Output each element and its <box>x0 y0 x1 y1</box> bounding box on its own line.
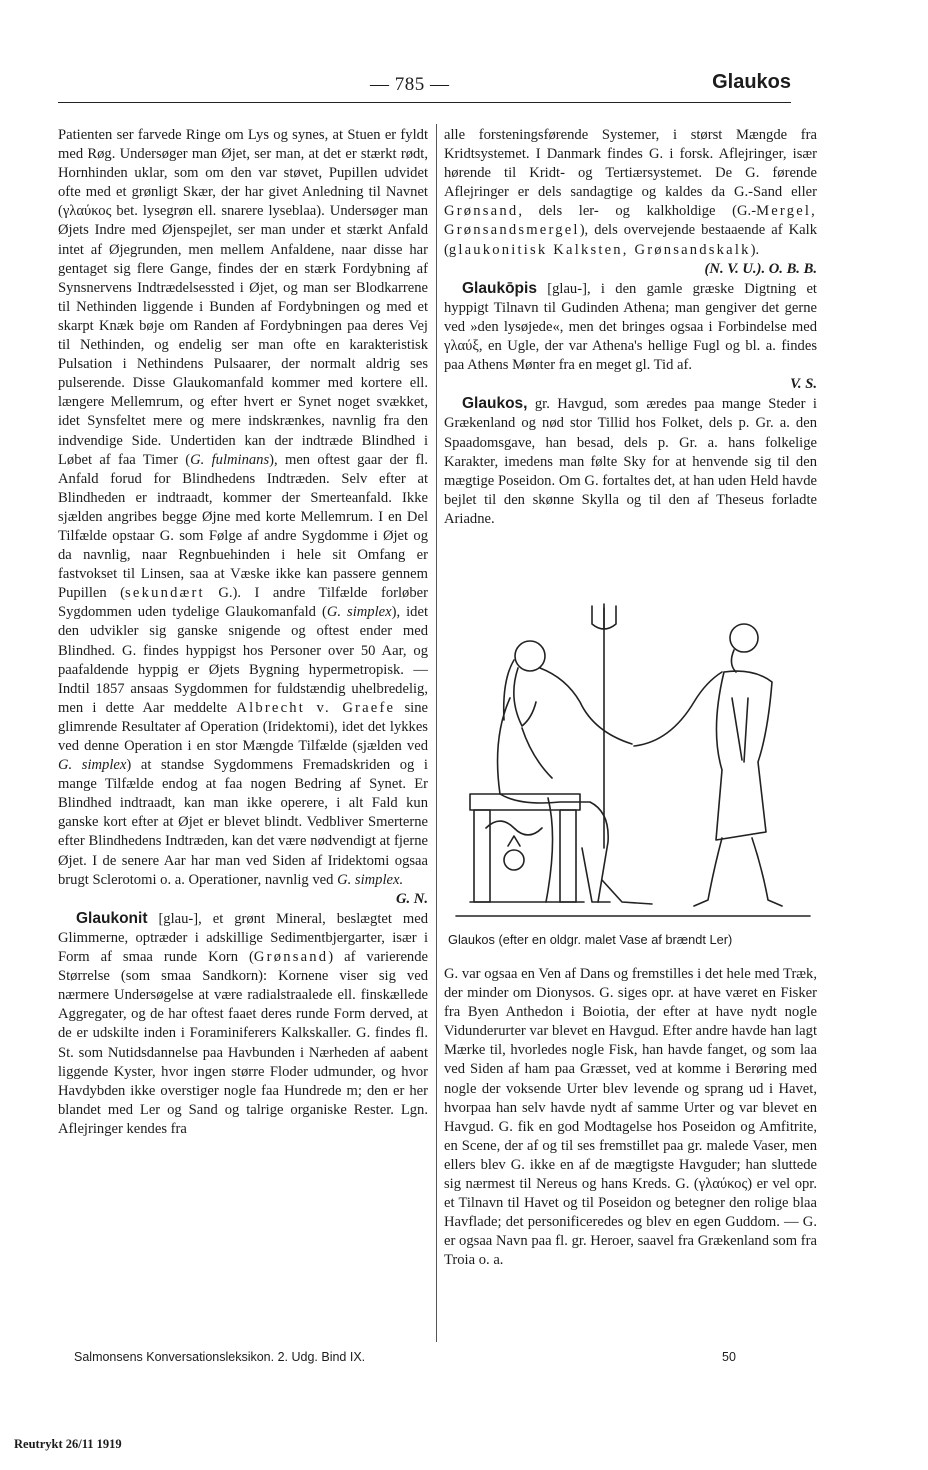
text-run: sine glimrende Resultater af Operation (Iridektomi), idet det lykkes ved denne Operation i en stor Mængde Tilfælde (sjælden ved <box>58 699 428 754</box>
text-run: ) af varierende Størrelse (som smaa Sandkorn): Kornene viser sig ved nærmere Undersøgelse at være radialstraalede ell. finskællede Aggregater, og de har oftest faaet deres runde Form derved, at de er udskilte inden i Foraminiferers Kalkskaller. G. findes fl. St. som Nutidsdannelse paa Havbunden i Nærheden af aabent liggende Kyster, hvor ingen større Floder udmunder, og hvor Havdybden ikke overstiger nogle faa Hundrede m; den er her blandet med Ler og Sand og talrige organiske Rester. Lgn. Aflejringer kendes fra <box>58 949 428 1137</box>
right-column-top <box>444 126 817 529</box>
headword: Glaukonit <box>76 909 148 927</box>
guide-word: Glaukos <box>712 71 791 93</box>
glaukonit-continuation <box>444 126 817 260</box>
glaukom-article-continuation <box>58 126 428 890</box>
text-run: ), men oftest gaar der fl. Anfald forud for Blindhedens Indtræden. Selv efter at Blindheden er indtraadt, kommer der Smerteanfald. Ikke sjælden angribes begge Øjne med korte Mellemrum. I en Del Tilfælde opstaar G. som Følge af andre Sygdomme i Øjet og da navnlig, naar Regnbuehinden i hele sit Omfang er fastvokset til Linsen, saa at Væske ikke kan passere gennem Pupillen ( <box>58 451 429 602</box>
spaced-term: sekundært <box>125 585 205 602</box>
text-run: G.). I andre Tilfælde forløber Sygdommen uden tydelige Glaukomanfald ( <box>58 585 428 621</box>
right-column-bottom <box>444 965 817 1271</box>
text-run: ), idet den udvikler sig ganske snigende og oftest ender med Blindhed. G. findes hyppigst hos Personer over 50 Aar, og paafaldende hyppig er Øjets Bygning hypermetropisk. — Indtil 1857 ansaas Sygdommen for fuldstændig uhelbredelig, men i dette Aar meddelte <box>58 604 429 716</box>
author-signature: G. N. <box>395 890 428 907</box>
trident-icon <box>592 604 616 848</box>
text-run: gr. Havgud, som æredes paa mange Steder i Grækenland og nød stor Tillid hos Folket, dels p. Gr. a. den Spaadomsgave, han besad, dels p. Gr. a. hans folkelige Karakter, imedens man følte Sky for at henvende sig til den mægtige Poseidon. Om G. fortaltes det, at han uden Held havde bejlet til den skønne Skylla og til den af Theseus forladte Ariadne. <box>444 396 817 527</box>
italic-term: G. simplex. <box>337 871 404 888</box>
header-rule <box>58 102 791 103</box>
reprint-note: Reutrykt 26/11 1919 <box>14 1437 122 1451</box>
glaukos-article <box>444 394 817 529</box>
glaukos-article-continuation: G. var ogsaa en Ven af Dans og fremstilles i det hele med Træk, der minder om Dionysos. G. siges opr. at have været en Fisker fra Byen Anthedon i Boiotia, der efter at have nydt nogle Vidunderurter var blevet en Havgud. Efter andre havde han lagt Mærke til, hvorledes nogle Fisk, han havde fanget, og som laa ved Siden af ham paa Græsset, ved at komme i Berøring med nogle der voksende Urter blev levende og sprang ud i Havet, hvorpaa han selv havde nydt af samme Urter og var blevet en Havgud. G. fik en god Modtagelse hos Poseidon og Amfitrite, en Scene, der af og til ses fremstillet paa gr. malede Vaser, men ellers blev G. ikke en af de mægtigste Havguder; han sluttede sig nærmest til Nereus og hans Kreds. G. (γλαύκος) er vel opr. et Tilnavn til Havet og til Poseidon og betegner den rolige blaa Havflade; det personificeredes og blev en egen Guddom. — G. er ogsaa Navn paa fl. gr. Heroer, saavel fra Grækenland som fra Troia o. a. <box>444 966 817 1269</box>
illustration-caption: Glaukos (efter en oldgr. malet Vase af brændt Ler) <box>448 932 733 947</box>
sheet-number: 50 <box>722 1350 736 1364</box>
headword: Glaukōpis <box>462 279 537 297</box>
text-run: ), dels overvejende bestaaende af Kalk ( <box>444 222 817 258</box>
text-run: ) at standse Sygdommens Fremadskriden og i mange Tilfælde endog at faa nogen Bedring af Synet. Er Blindhed indtraadt, kan man ikke operere, i alt Fald kun ganske kort efter at Øjet er blevet blindt. Vedbliver Smerterne efter Blindhedens Indtræden, kan det være nødvendigt at fjerne Øjet. I de senere Aar har man ved Siden af Iridektomi ogsaa brugt Sclerotomi o. a. Operationer, navnlig ved <box>58 757 428 888</box>
publication-footer: Salmonsens Konversationsleksikon. 2. Udg. Bind IX. <box>74 1350 366 1364</box>
throne-icon <box>470 794 584 902</box>
page-number: — 785 — <box>370 74 450 95</box>
glaukonit-article <box>58 909 428 1139</box>
italic-term: G. simplex <box>58 757 127 774</box>
italic-term: G. simplex <box>326 604 392 621</box>
author-signature: V. S. <box>790 376 817 393</box>
spaced-name: Albrecht v. Graefe <box>236 699 396 716</box>
seated-poseidon-figure <box>498 641 652 904</box>
spaced-term: Grønsand <box>444 203 519 220</box>
spaced-term: Mergel, Grønsandsmergel <box>444 203 817 239</box>
author-signature: (N. V. U.). O. B. B. <box>704 260 817 277</box>
text-run: Patienten ser farvede Ringe om Lys og synes, at Stuen er fyldt med Røg. Undersøger man Øjet, ser man, at det er stærkt rødt, Hornhinden uklar, som om den var støvet, Pupillen udvidet ofte med et grønligt Skær, der har givet Anledning til Navnet (γλαύκος bet. lysegrøn ell. snarere lyseblaa). Undersøger man Øjets Indre med Øjenspejlet, ser man under et stærkt Anfald intet af Øjegrunden, men mellem Anfaldene, naar disse har gentaget sig flere Gange, findes der en stærk Fordybning af Synsnervens Indtrædelsessted i Øjet, og man ser Blodkarrene til Nethinden liggende i Bunden af Fordybningen og med et skarpt Knæk bøje om Randen af Fordybningen paa deres Vej til Nethinden, og endelig ser man ofte en karakteristisk Pulsation i Nethindens Pulsaarer, der normalt aldrig ses pulserende. Disse Glaukomanfald kommer med kortere ell. længere Mellemrum, og efter hvert er Synet noget svækket, idet Synsfeltet mere og mere indskrænkes, navnlig fra den indvendige Side. Undertiden kan der indtræde Blindhed i Løbet af faa Timer ( <box>58 127 428 468</box>
spaced-term: glaukonitisk Kalksten, Grønsandskalk <box>448 241 751 258</box>
text-run: alle forsteningsførende Systemer, i størst Mængde fra Kridtsystemet. I Danmark findes G. i forsk. Aflejringer, især hørende til Kridt- og Tertiærsystemet. De G. førende Aflejringer er dels sandagtige og kaldes da G.-Sand eller <box>444 127 817 201</box>
standing-glaukos-figure <box>634 624 782 906</box>
vase-illustration <box>452 598 814 926</box>
italic-term: G. fulminans <box>190 451 270 468</box>
headword: Glaukos, <box>462 395 528 413</box>
column-divider <box>436 124 437 1342</box>
text-run: [glau-], et grønt Mineral, beslægtet med Glimmerne, optræder i adskillige Sedimentbjergarter, især i Form af smaa runde Korn ( <box>58 910 428 966</box>
text-run: ). <box>750 241 760 258</box>
glaukopis-article <box>444 279 817 375</box>
spaced-term: Grønsand <box>253 949 329 966</box>
left-column <box>58 126 428 1139</box>
text-run: , dels ler- og kalkholdige (G.- <box>518 203 757 220</box>
text-run: [glau-], i den gamle græske Digtning et hyppigt Tilnavn til Gudinden Athena; man gengiver det gerne ved »den lysøjede«, men det bringes ogsaa i Forbindelse med γλαύξ, en Ugle, der var Athena's hellige Fugl og bl. a. findes paa Athens Mønter fra en meget gl. Tid af. <box>444 280 817 374</box>
